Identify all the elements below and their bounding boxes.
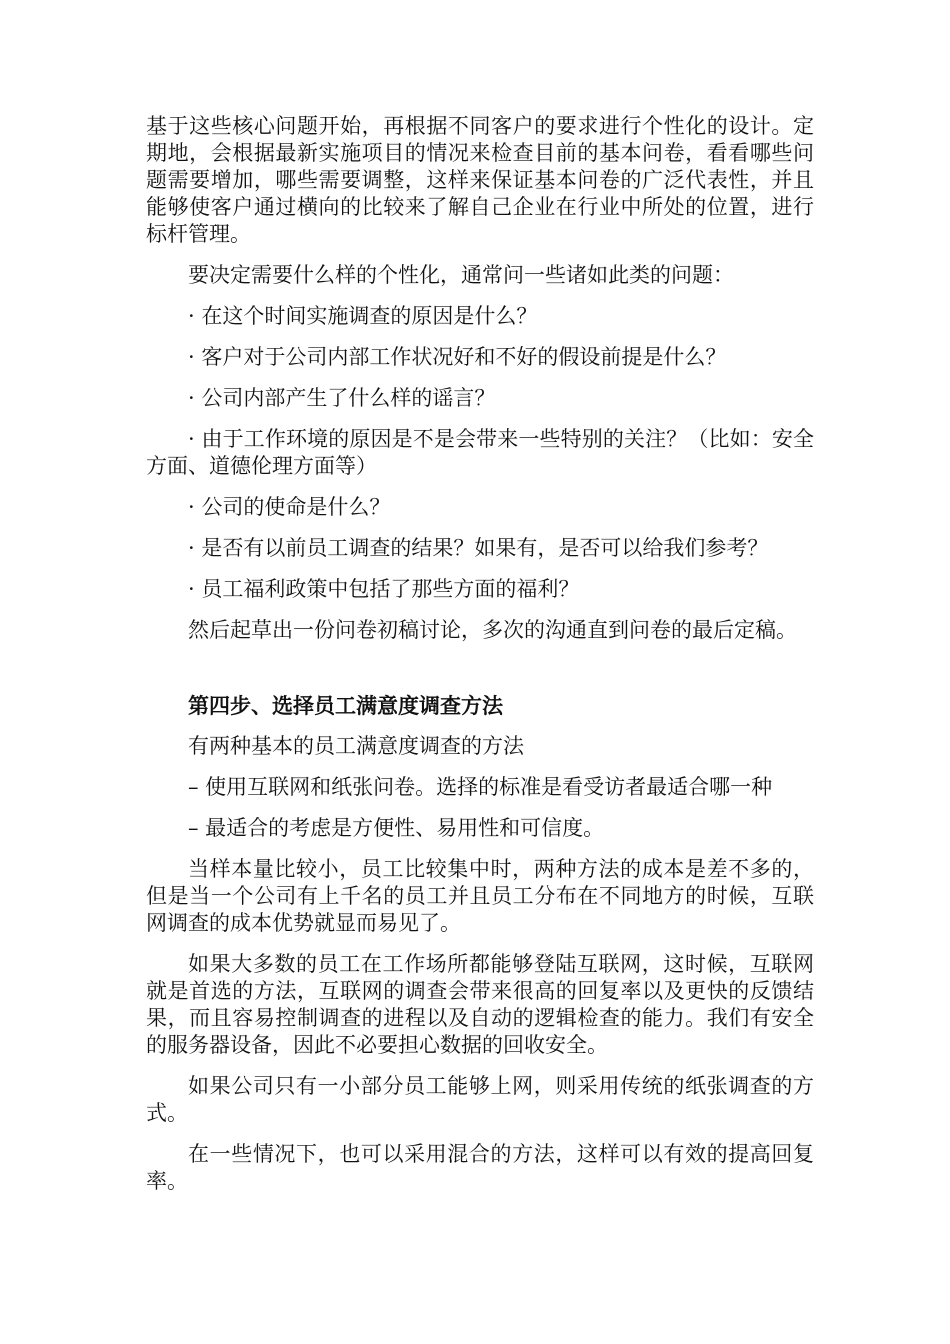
bullet-item: · 是否有以前员工调查的结果？如果有，是否可以给我们参考？ — [188, 536, 769, 560]
dash-item: – 使用互联网和纸张问卷。选择的标准是看受访者最适合哪一种 — [188, 775, 773, 799]
bullet-item: · 公司内部产生了什么样的谣言？ — [188, 386, 496, 410]
bullet-item: · 公司的使命是什么？ — [188, 495, 391, 519]
bullet-item: · 员工福利政策中包括了那些方面的福利？ — [188, 577, 580, 601]
paragraph-customization-question: 要决定需要什么样的个性化，通常问一些诸如此类的问题： — [188, 263, 734, 287]
paragraph-internet: 如果大多数的员工在工作场所都能够登陆互联网，这时候，互联网就是首选的方法，互联网的调查会带来很高的回复率以及更快的反馈结果，而且容易控制调查的进程以及自动的逻辑检查的能力。我们有安全的服务器设备，因此不必要担心数据的回收安全。 — [146, 952, 814, 1057]
bullet-item: · 由于工作环境的原因是不是会带来一些特别的关注？（比如：安全方面、道德伦理方面等） — [146, 427, 814, 478]
section-heading: 第四步、选择员工满意度调查方法 — [188, 693, 503, 718]
bullet-item: · 客户对于公司内部工作状况好和不好的假设前提是什么？ — [188, 345, 727, 369]
paragraph-cost: 当样本量比较小，员工比较集中时，两种方法的成本是差不多的，但是当一个公司有上千名的员工并且员工分布在不同地方的时候，互联网调查的成本优势就显而易见了。 — [146, 857, 814, 935]
document-body — [146, 113, 814, 1195]
paragraph-paper: 如果公司只有一小部分员工能够上网，则采用传统的纸张调查的方式。 — [146, 1074, 814, 1125]
paragraph-intro: 基于这些核心问题开始，再根据不同客户的要求进行个性化的设计。定期地，会根据最新实施项目的情况来检查目前的基本问卷，看看哪些问题需要增加，哪些需要调整，这样来保证基本问卷的广泛代表性，并且能够使客户通过横向的比较来了解自己企业在行业中所处的位置，进行标杆管理。 — [146, 114, 814, 246]
paragraph-draft: 然后起草出一份问卷初稿讨论，多次的沟通直到问卷的最后定稿。 — [188, 618, 797, 642]
paragraph-methods-intro: 有两种基本的员工满意度调查的方法 — [188, 734, 524, 758]
dash-item: – 最适合的考虑是方便性、易用性和可信度。 — [188, 816, 605, 840]
bullet-item: · 在这个时间实施调查的原因是什么？ — [188, 304, 538, 328]
paragraph-mixed: 在一些情况下，也可以采用混合的方法，这样可以有效的提高回复率。 — [146, 1142, 814, 1193]
